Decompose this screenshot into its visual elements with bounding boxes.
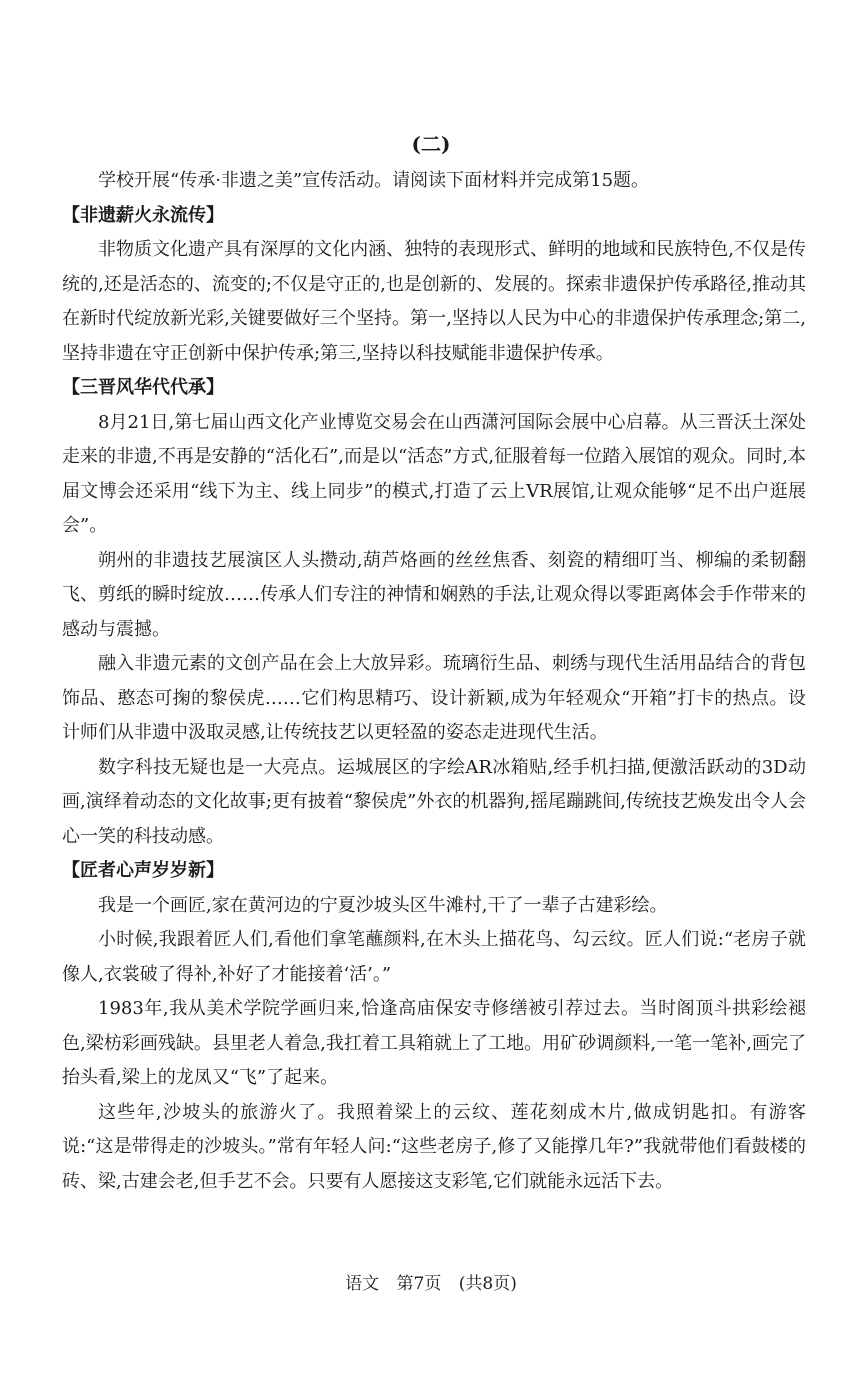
- paragraph: 数字科技无疑也是一大亮点。运城展区的字绘AR冰箱贴,经手机扫描,便激活跃动的3D动画,演绎着动态的文化故事;更有披着“黎侯虎”外衣的机器狗,摇尾蹦跳间,传统技艺焕发出令人会心一笑的科技动感。: [62, 756, 806, 847]
- paragraph: 朔州的非遗技艺展演区人头攒动,葫芦烙画的丝丝焦香、刻瓷的精细叮当、柳编的柔韧翻飞、剪纸的瞬时绽放……传承人们专注的神情和娴熟的手法,让观众得以零距离体会手作带来的感动与震撼。: [62, 549, 806, 640]
- paragraph: 这些年,沙坡头的旅游火了。我照着梁上的云纹、莲花刻成木片,做成钥匙扣。有游客说:“这是带得走的沙坡头。”常有年轻人问:“这些老房子,修了又能撑几年?”我就带他们看鼓楼的砖、梁,古建会老,但手艺不会。只要有人愿接这支彩笔,它们就能永远活下去。: [62, 1101, 806, 1192]
- paragraph: 1983年,我从美术学院学画归来,恰逢高庙保安寺修缮被引荐过去。当时阁顶斗拱彩绘褪色,梁枋彩画残缺。县里老人着急,我扛着工具箱就上了工地。用矿砂调颜料,一笔一笔补,画完了抬头看,梁上的龙凤又“飞”了起来。: [62, 998, 806, 1088]
- paragraph: 非物质文化遗产具有深厚的文化内涵、独特的表现形式、鲜明的地域和民族特色,不仅是传统的,还是活态的、流变的;不仅是守正的,也是创新的、发展的。探索非遗保护传承路径,推动其在新时代绽放新光彩,关键要做好三个坚持。第一,坚持以人民为中心的非遗保护传承理念;第二,坚持非遗在守正创新中保护传承;第三,坚持以科技赋能非遗保护传承。: [62, 239, 806, 364]
- heading-craftsman: 【匠者心声岁岁新】: [62, 860, 224, 881]
- paragraph: 融入非遗元素的文创产品在会上大放异彩。琉璃衍生品、刺绣与现代生活用品结合的背包饰品、憨态可掬的黎侯虎……它们构思精巧、设计新颖,成为年轻观众“开箱”打卡的热点。设计师们从非遗中汲取灵感,让传统技艺以更轻盈的姿态走进现代生活。: [62, 653, 806, 743]
- intro-paragraph: 学校开展“传承·非遗之美”宣传活动。请阅读下面材料并完成第15题。: [98, 170, 650, 191]
- footer-total-pages: (共8页): [458, 1274, 517, 1294]
- footer-page-number: 第7页: [396, 1274, 442, 1294]
- page-footer: [0, 1270, 862, 1298]
- heading-heritage: 【非遗薪火永流传】: [62, 204, 224, 226]
- reading-material: [62, 164, 806, 1199]
- section-title: (二): [411, 132, 451, 156]
- heading-shanxi: 【三晋风华代代承】: [62, 377, 224, 398]
- paragraph: 8月21日,第七届山西文化产业博览交易会在山西潇河国际会展中心启幕。从三晋沃土深处走来的非遗,不再是安静的“活化石”,而是以“活态”方式,征服着每一位踏入展馆的观众。同时,本届文博会还采用“线下为主、线上同步”的模式,打造了云上VR展馆,让观众能够“足不出户逛展会”。: [62, 411, 806, 536]
- paragraph: 我是一个画匠,家在黄河边的宁夏沙坡头区牛滩村,干了一辈子古建彩绘。: [98, 894, 668, 916]
- paragraph: 小时候,我跟着匠人们,看他们拿笔蘸颜料,在木头上描花鸟、勾云纹。匠人们说:“老房子就像人,衣裳破了得补,补好了才能接着‘活’。”: [62, 929, 806, 985]
- footer-subject: 语文: [345, 1274, 380, 1294]
